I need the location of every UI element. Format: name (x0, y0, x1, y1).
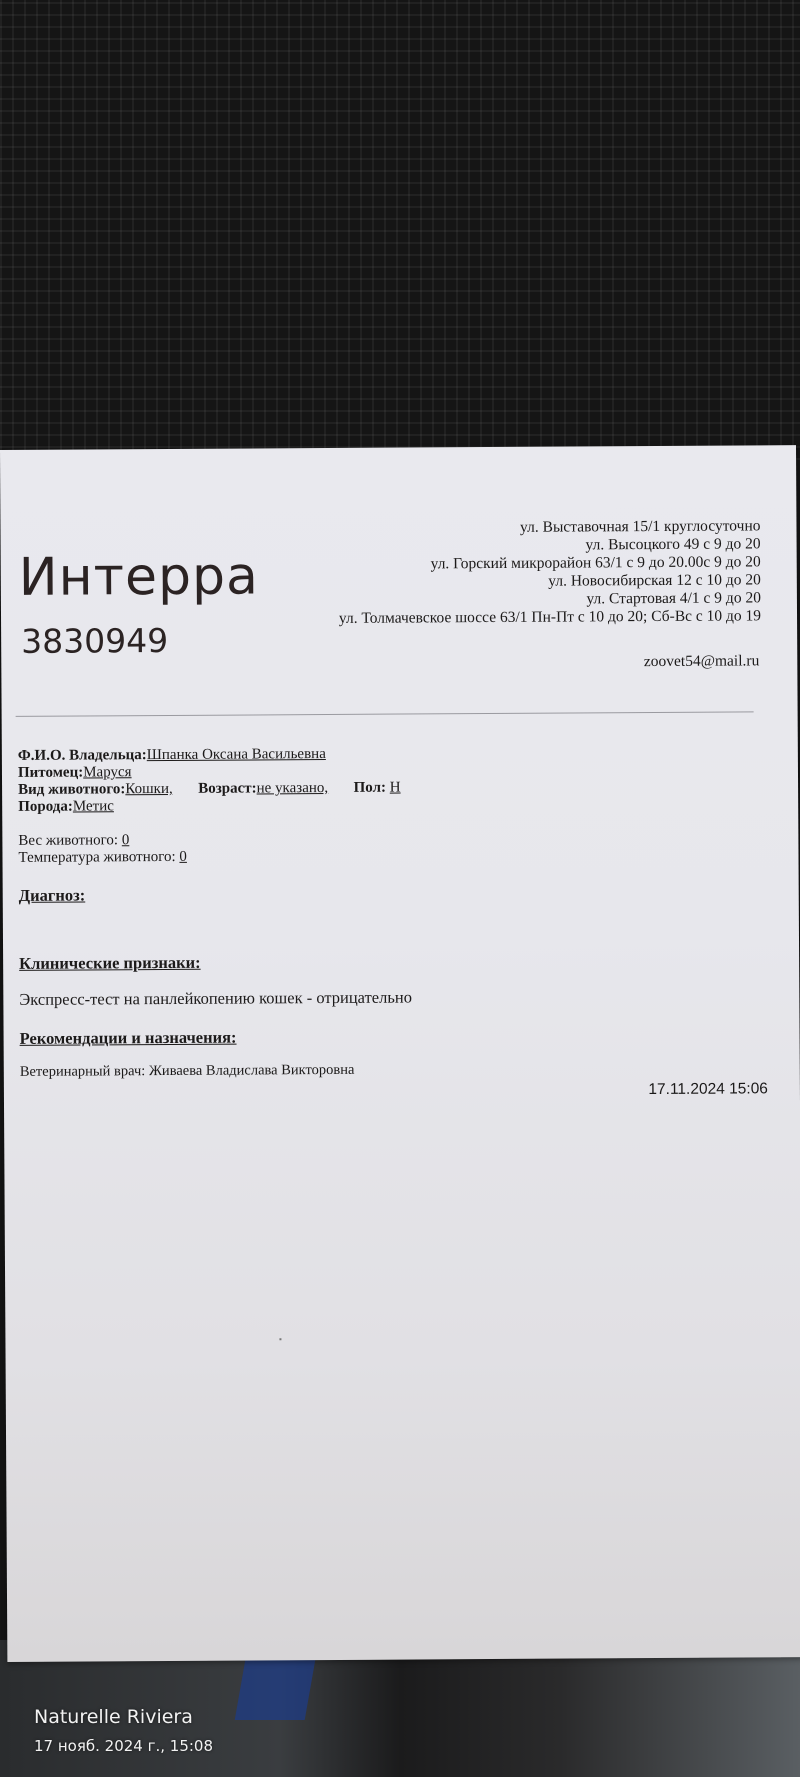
camera-watermark (34, 1705, 213, 1757)
owner-label: Ф.И.О. Владельца: (17, 747, 147, 764)
clinic-email: zoovet54@mail.ru (643, 652, 760, 671)
blue-object (235, 1660, 316, 1720)
weight-label: Вес животного: (18, 832, 122, 849)
clinic-logo-text: Интерра (18, 546, 260, 608)
divider (16, 711, 754, 717)
weight-value: 0 (121, 832, 130, 849)
dark-background (0, 0, 800, 460)
sex-value: Н (389, 779, 401, 796)
temperature-row (18, 849, 187, 867)
sex-label: Пол: (353, 779, 387, 796)
owner-value: Шпанка Оксана Васильевна (146, 746, 326, 764)
weight-row (18, 832, 129, 850)
temperature-label: Температура животного: (18, 848, 180, 866)
pet-row (18, 764, 132, 782)
address-line: ул. Новосибирская 12 с 10 до 20 (548, 571, 761, 590)
vet-record-sheet (0, 445, 800, 1662)
breed-value: Метис (72, 798, 114, 815)
species-row (18, 780, 401, 799)
address-line: ул. Стартовая 4/1 с 9 до 20 (586, 589, 761, 608)
record-number: 3830949 (21, 620, 169, 661)
age-label: Возраст: (198, 780, 257, 797)
diagnosis-heading: Диагноз: (18, 885, 86, 905)
species-value: Кошки, (125, 780, 173, 798)
watermark-brand: Naturelle Riviera (34, 1706, 193, 1728)
record-datetime: 17.11.2024 15:06 (648, 1080, 768, 1099)
species-label: Вид животного: (18, 781, 126, 798)
age-value: не указано, (256, 780, 329, 797)
watermark-date: 17 нояб. 2024 г., 15:08 (34, 1737, 214, 1755)
breed-label: Порода: (18, 798, 73, 815)
clinic-addresses (338, 517, 761, 628)
recommendations-heading: Рекомендации и назначения: (19, 1027, 237, 1048)
address-line: ул. Горский микрорайон 63/1 с 9 до 20.00с 9 до 20 (430, 553, 761, 573)
breed-row (18, 798, 114, 816)
pet-value: Маруся (83, 764, 132, 781)
owner-row (18, 746, 326, 765)
clinical-signs-heading: Клинические признаки: (19, 952, 201, 973)
address-line: ул. Толмачевское шоссе 63/1 Пн-Пт с 10 до 20; Сб-Вс с 10 до 19 (338, 607, 762, 627)
veterinarian: Ветеринарный врач: Живаева Владислава Викторовна (19, 1061, 355, 1080)
address-line: ул. Высоцкого 49 с 9 до 20 (585, 535, 761, 554)
paper-speck (279, 1338, 281, 1340)
address-line: ул. Выставочная 15/1 круглосуточно (519, 517, 761, 536)
pet-label: Питомец: (17, 764, 84, 781)
clinical-signs-text: Экспресс-тест на панлейкопению кошек - отрицательно (19, 987, 412, 1009)
temperature-value: 0 (179, 848, 187, 865)
